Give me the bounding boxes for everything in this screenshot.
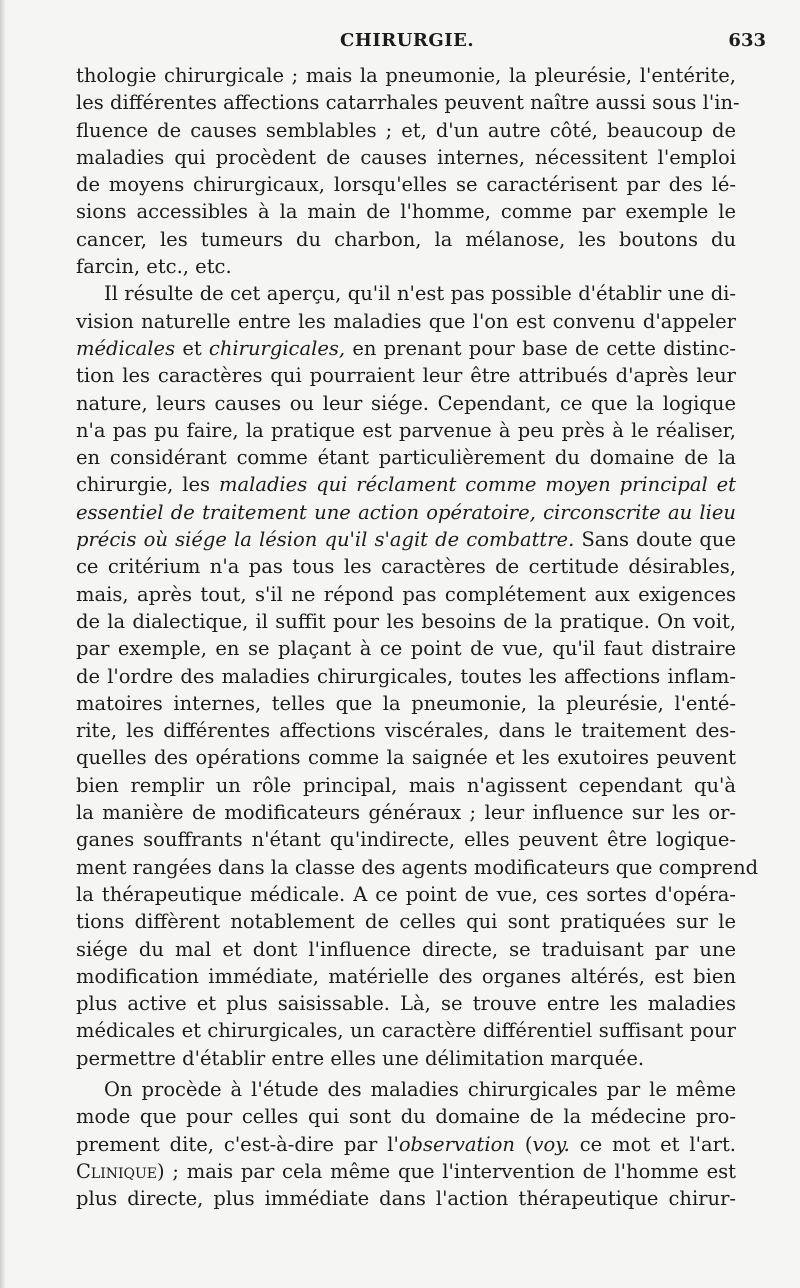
text-line: en considérant comme étant particulièrement du domaine de la	[76, 446, 736, 470]
text-line: chirurgie, les maladies qui réclament comme moyen principal et	[76, 473, 736, 497]
body-text	[76, 62, 759, 1212]
text-line: nature, leurs causes ou leur siége. Cependant, ce que la logique	[76, 391, 736, 415]
text-line: ganes souffrants n'étant qu'indirecte, elles peuvent être logique-	[76, 828, 736, 852]
text-line: précis où siége la lésion qu'il s'agit de combattre. Sans doute que	[76, 528, 737, 552]
text-line: n'a pas pu faire, la pratique est parvenue à peu près à le réaliser,	[76, 418, 736, 442]
text-line: la thérapeutique médicale. A ce point de vue, ces sortes d'opéra-	[76, 882, 736, 906]
text-line: rite, les différentes affections viscérales, dans le traitement des-	[76, 719, 736, 743]
text-line: siége du mal et dont l'influence directe, se traduisant par une	[76, 937, 736, 961]
text-line: modification immédiate, matérielle des organes altérés, est bien	[76, 964, 736, 988]
text-line: de moyens chirurgicaux, lorsqu'elles se caractérisent par des lé-	[76, 173, 736, 197]
page-number: 633	[728, 30, 766, 51]
text-line: vision naturelle entre les maladies que l'on est convenu d'appeler	[76, 309, 736, 333]
text-line: permettre d'établir entre elles une délimitation marquée.	[76, 1046, 645, 1070]
text-line: Clinique) ; mais par cela même que l'intervention de l'homme est	[76, 1159, 736, 1183]
text-line: Il résulte de cet aperçu, qu'il n'est pas possible d'établir une di-	[104, 282, 736, 306]
text-line: tions diffèrent notablement de celles qui sont pratiquées sur le	[76, 910, 736, 934]
running-head	[60, 26, 770, 58]
text-line: bien remplir un rôle principal, mais n'agissent cependant qu'à	[76, 773, 736, 797]
text-line: par exemple, en se plaçant à ce point de vue, qu'il faut distraire	[76, 637, 736, 661]
text-line: mode que pour celles qui sont du domaine de la médecine pro-	[76, 1105, 736, 1129]
text-line: médicales et chirurgicales, en prenant pour base de cette distinc-	[76, 336, 736, 360]
text-line: ment rangées dans la classe des agents modificateurs que comprend	[76, 855, 759, 879]
text-line: maladies qui procèdent de causes internes, nécessitent l'emploi	[76, 145, 736, 169]
text-line: médicales et chirurgicales, un caractère différentiel suffisant pour	[76, 1019, 736, 1043]
text-line: quelles des opérations comme la saignée et les exutoires peuvent	[76, 746, 736, 770]
text-line: mais, après tout, s'il ne répond pas complétement aux exigences	[76, 582, 736, 606]
page-gutter-shadow	[0, 0, 6, 1288]
text-line: de la dialectique, il suffit pour les besoins de la pratique. On voit,	[76, 609, 736, 633]
text-line: plus active et plus saisissable. Là, se trouve entre les maladies	[76, 992, 736, 1016]
text-line: cancer, les tumeurs du charbon, la mélanose, les boutons du	[76, 227, 736, 251]
text-line: prement dite, c'est-à-dire par l'observation (voy. ce mot et l'art.	[76, 1132, 736, 1156]
text-line: essentiel de traitement une action opératoire, circonscrite au lieu	[76, 500, 736, 524]
text-line: plus directe, plus immédiate dans l'action thérapeutique chirur-	[76, 1187, 736, 1211]
text-line: tion les caractères qui pourraient leur être attribués d'après leur	[76, 364, 736, 388]
text-line: matoires internes, telles que la pneumonie, la pleurésie, l'enté-	[76, 691, 736, 715]
running-title: CHIRURGIE.	[340, 30, 475, 51]
text-line: farcin, etc., etc.	[76, 255, 232, 279]
text-line: thologie chirurgicale ; mais la pneumonie, la pleurésie, l'entérite,	[76, 64, 736, 87]
text-line: les différentes affections catarrhales peuvent naître aussi sous l'in-	[76, 91, 740, 115]
text-line: sions accessibles à la main de l'homme, comme par exemple le	[76, 200, 736, 224]
text-line: de l'ordre des maladies chirurgicales, toutes les affections inflam-	[76, 664, 736, 688]
text-line: ce critérium n'a pas tous les caractères de certitude désirables,	[76, 555, 736, 579]
text-line: fluence de causes semblables ; et, d'un autre côté, beaucoup de	[76, 118, 736, 142]
text-line: la manière de modificateurs généraux ; leur influence sur les or-	[76, 801, 736, 825]
text-line: On procède à l'étude des maladies chirurgicales par le même	[104, 1077, 736, 1101]
